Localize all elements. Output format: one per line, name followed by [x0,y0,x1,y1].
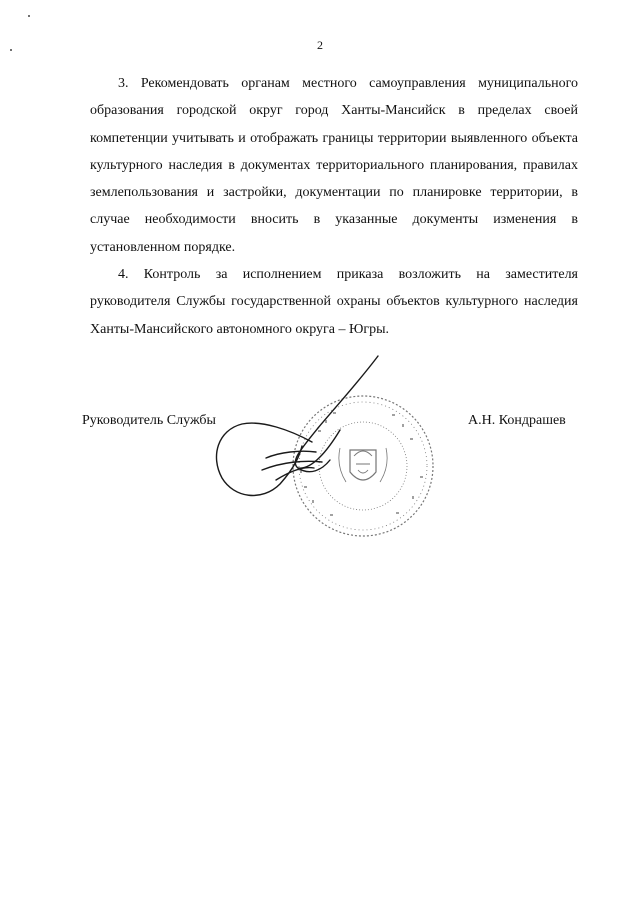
signatory-name: А.Н. Кондрашев [468,413,566,428]
paragraph-3: 3. Рекомендовать органам местного самоуправления муниципального образования городской округ город Ханты-Мансийск в пределах своей компетенции учитывать и отображать границы территории выявленного объекта культурного наследия в документах территориального планирования, правилах землепользования и застройки, документации по планировке территории, в случае необходимости вносить в указанные документы изменения в установленном порядке. [90,76,578,255]
signatory-position: Руководитель Службы [82,413,216,428]
paragraph-4: 4. Контроль за исполнением приказа возложить на заместителя руководителя Службы государственной охраны объектов культурного наследия Ханты-Мансийского автономного округа – Югры. [90,267,578,337]
page-number: 2 [317,38,323,52]
